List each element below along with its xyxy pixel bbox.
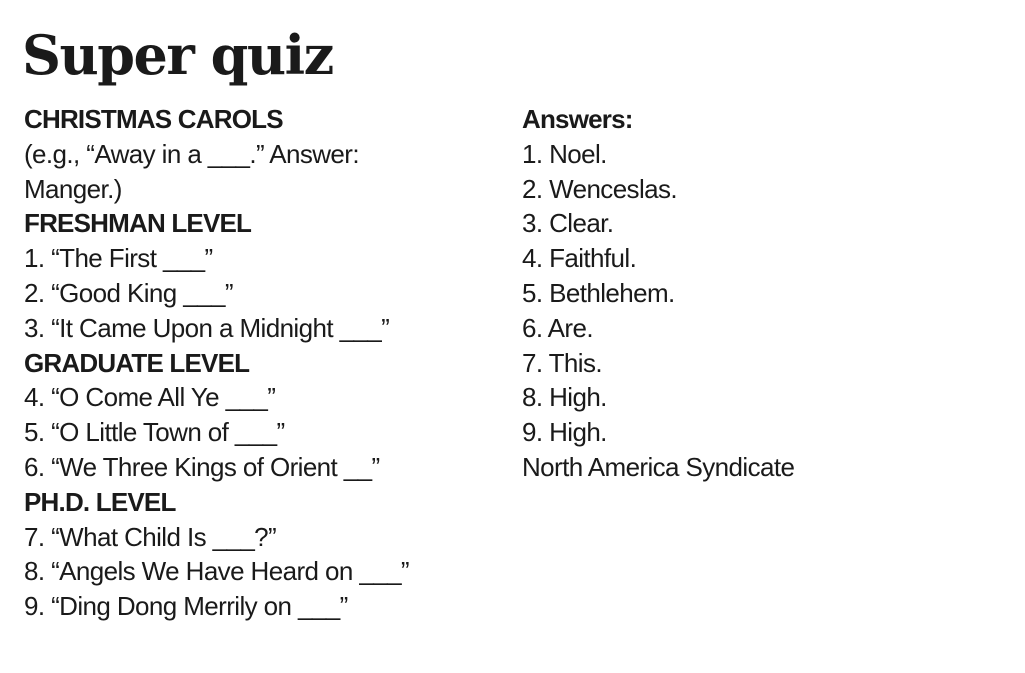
level-heading-phd: PH.D. LEVEL — [24, 486, 176, 517]
level-heading-freshman: FRESHMAN LEVEL — [24, 208, 252, 239]
answer-item: 8. High. — [522, 382, 607, 413]
answer-item: 6. Are. — [522, 312, 593, 343]
syndicate-credit: North America Syndicate — [522, 451, 795, 482]
answer-item: 9. High. — [522, 417, 607, 448]
answers-heading: Answers: — [522, 104, 633, 134]
question-item: 8. “Angels We Have Heard on ___” — [24, 556, 409, 587]
answer-item: 1. Noel. — [522, 138, 607, 169]
question-item: 7. “What Child Is ___?” — [24, 521, 277, 552]
answer-item: 4. Faithful. — [522, 243, 637, 274]
question-item: 4. “O Come All Ye ___” — [24, 382, 276, 413]
example-text: (e.g., “Away in a ___.” Answer: — [24, 138, 359, 169]
page-title: Super quiz — [22, 23, 333, 87]
question-item: 9. “Ding Dong Merrily on ___” — [24, 591, 348, 622]
answer-item: 5. Bethlehem. — [522, 277, 675, 308]
answer-item: 7. This. — [522, 347, 602, 378]
question-item: 1. “The First ___” — [24, 243, 213, 274]
question-item: 2. “Good King ___” — [24, 277, 233, 308]
question-item: 5. “O Little Town of ___” — [24, 417, 285, 448]
level-heading-graduate: GRADUATE LEVEL — [24, 347, 250, 378]
quiz-column — [24, 102, 494, 624]
question-item: 6. “We Three Kings of Orient __” — [24, 451, 380, 482]
answer-item: 3. Clear. — [522, 208, 614, 239]
question-item: 3. “It Came Upon a Midnight ___” — [24, 312, 390, 343]
example-text-continued: Manger.) — [24, 173, 122, 204]
answers-column — [522, 102, 1002, 485]
category-heading: CHRISTMAS CAROLS — [24, 104, 283, 134]
answer-item: 2. Wenceslas. — [522, 173, 678, 204]
